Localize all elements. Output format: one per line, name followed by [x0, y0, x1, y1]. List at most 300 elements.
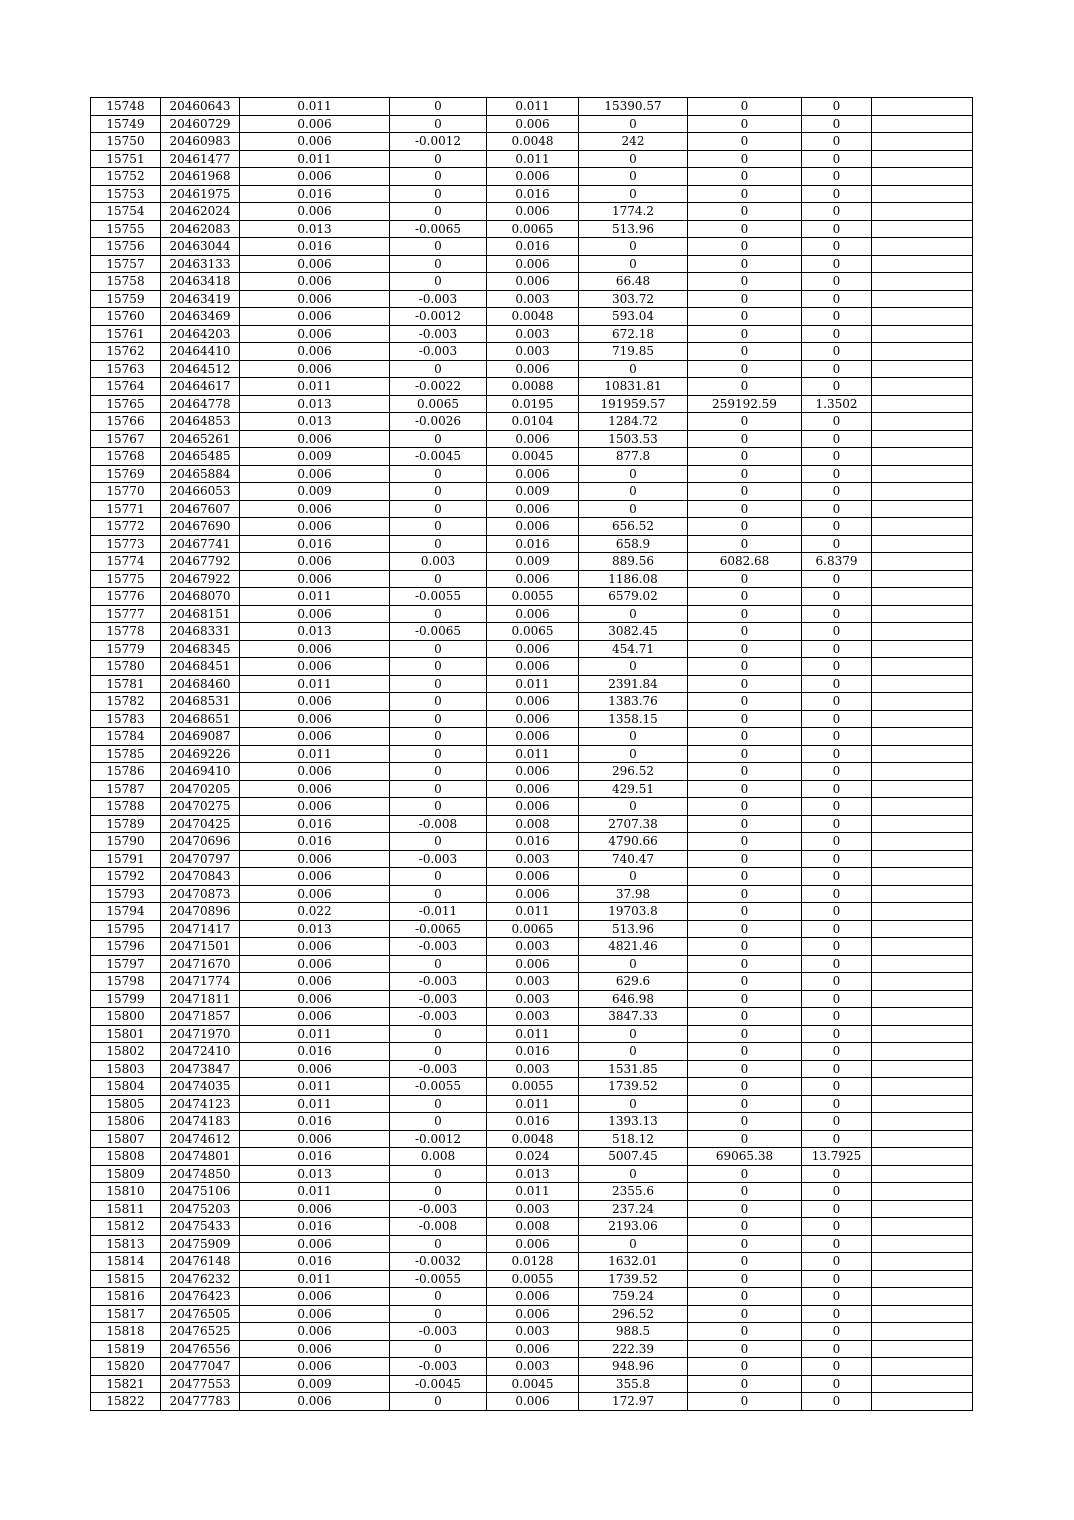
amount-cell: 1774.2	[579, 203, 688, 221]
total-cell: 0	[688, 1253, 802, 1271]
adjustment-cell: 0	[390, 570, 487, 588]
row-index-cell: 15813	[91, 1235, 161, 1253]
value-a-cell: 0.006	[240, 885, 390, 903]
amount-cell: 0	[579, 115, 688, 133]
id-cell: 20471501	[161, 938, 240, 956]
adjustment-cell: -0.0065	[390, 220, 487, 238]
total-cell: 0	[688, 185, 802, 203]
row-index-cell: 15794	[91, 903, 161, 921]
row-index-cell: 15760	[91, 308, 161, 326]
adjustment-cell: 0	[390, 885, 487, 903]
blank-cell	[872, 203, 973, 221]
value-a-cell: 0.006	[240, 430, 390, 448]
ratio-cell: 0	[802, 1218, 872, 1236]
value-b-cell: 0.003	[487, 1008, 579, 1026]
id-cell: 20475433	[161, 1218, 240, 1236]
blank-cell	[872, 378, 973, 396]
total-cell: 0	[688, 255, 802, 273]
id-cell: 20468331	[161, 623, 240, 641]
value-b-cell: 0.006	[487, 465, 579, 483]
row-index-cell: 15814	[91, 1253, 161, 1271]
id-cell: 20465485	[161, 448, 240, 466]
ratio-cell: 0	[802, 535, 872, 553]
value-a-cell: 0.016	[240, 535, 390, 553]
adjustment-cell: -0.003	[390, 1323, 487, 1341]
row-index-cell: 15763	[91, 360, 161, 378]
adjustment-cell: -0.003	[390, 850, 487, 868]
amount-cell: 0	[579, 168, 688, 186]
value-b-cell: 0.006	[487, 710, 579, 728]
total-cell: 0	[688, 465, 802, 483]
id-cell: 20471970	[161, 1025, 240, 1043]
adjustment-cell: -0.003	[390, 990, 487, 1008]
value-b-cell: 0.009	[487, 483, 579, 501]
value-b-cell: 0.0055	[487, 588, 579, 606]
adjustment-cell: 0	[390, 640, 487, 658]
ratio-cell: 0	[802, 1043, 872, 1061]
adjustment-cell: -0.003	[390, 325, 487, 343]
total-cell: 0	[688, 973, 802, 991]
adjustment-cell: -0.0045	[390, 448, 487, 466]
amount-cell: 296.52	[579, 1305, 688, 1323]
total-cell: 0	[688, 1113, 802, 1131]
value-a-cell: 0.006	[240, 1358, 390, 1376]
value-b-cell: 0.0128	[487, 1253, 579, 1271]
amount-cell: 2391.84	[579, 675, 688, 693]
value-b-cell: 0.003	[487, 1358, 579, 1376]
amount-cell: 1393.13	[579, 1113, 688, 1131]
row-index-cell: 15810	[91, 1183, 161, 1201]
value-a-cell: 0.006	[240, 780, 390, 798]
blank-cell	[872, 588, 973, 606]
row-index-cell: 15776	[91, 588, 161, 606]
table-row	[91, 203, 973, 221]
table-row	[91, 990, 973, 1008]
value-a-cell: 0.011	[240, 150, 390, 168]
blank-cell	[872, 115, 973, 133]
table-row	[91, 308, 973, 326]
ratio-cell: 0	[802, 203, 872, 221]
id-cell: 20467741	[161, 535, 240, 553]
value-b-cell: 0.006	[487, 273, 579, 291]
total-cell: 259192.59	[688, 395, 802, 413]
id-cell: 20475909	[161, 1235, 240, 1253]
value-b-cell: 0.0065	[487, 920, 579, 938]
value-a-cell: 0.006	[240, 570, 390, 588]
blank-cell	[872, 938, 973, 956]
ratio-cell: 0	[802, 1235, 872, 1253]
row-index-cell: 15780	[91, 658, 161, 676]
table-row	[91, 868, 973, 886]
total-cell: 0	[688, 238, 802, 256]
id-cell: 20464617	[161, 378, 240, 396]
row-index-cell: 15769	[91, 465, 161, 483]
row-index-cell: 15808	[91, 1148, 161, 1166]
table-row	[91, 1095, 973, 1113]
total-cell: 0	[688, 675, 802, 693]
value-b-cell: 0.006	[487, 1288, 579, 1306]
id-cell: 20463133	[161, 255, 240, 273]
value-a-cell: 0.006	[240, 290, 390, 308]
amount-cell: 513.96	[579, 220, 688, 238]
adjustment-cell: 0	[390, 868, 487, 886]
row-index-cell: 15771	[91, 500, 161, 518]
adjustment-cell: 0	[390, 955, 487, 973]
blank-cell	[872, 343, 973, 361]
value-a-cell: 0.006	[240, 518, 390, 536]
value-b-cell: 0.006	[487, 255, 579, 273]
id-cell: 20471811	[161, 990, 240, 1008]
amount-cell: 0	[579, 238, 688, 256]
value-a-cell: 0.006	[240, 1235, 390, 1253]
value-a-cell: 0.016	[240, 815, 390, 833]
value-b-cell: 0.003	[487, 1060, 579, 1078]
total-cell: 0	[688, 903, 802, 921]
id-cell: 20471774	[161, 973, 240, 991]
row-index-cell: 15816	[91, 1288, 161, 1306]
value-b-cell: 0.0045	[487, 448, 579, 466]
amount-cell: 429.51	[579, 780, 688, 798]
value-a-cell: 0.006	[240, 1288, 390, 1306]
ratio-cell: 0	[802, 1358, 872, 1376]
value-b-cell: 0.016	[487, 1113, 579, 1131]
table-row	[91, 273, 973, 291]
adjustment-cell: 0	[390, 833, 487, 851]
id-cell: 20474612	[161, 1130, 240, 1148]
blank-cell	[872, 1288, 973, 1306]
value-b-cell: 0.011	[487, 675, 579, 693]
row-index-cell: 15802	[91, 1043, 161, 1061]
ratio-cell: 0	[802, 1393, 872, 1411]
value-a-cell: 0.011	[240, 1095, 390, 1113]
total-cell: 0	[688, 1323, 802, 1341]
id-cell: 20461477	[161, 150, 240, 168]
amount-cell: 0	[579, 728, 688, 746]
table-row	[91, 745, 973, 763]
table-row	[91, 903, 973, 921]
row-index-cell: 15755	[91, 220, 161, 238]
adjustment-cell: 0	[390, 360, 487, 378]
adjustment-cell: 0	[390, 483, 487, 501]
value-a-cell: 0.011	[240, 1025, 390, 1043]
value-a-cell: 0.006	[240, 343, 390, 361]
table-row	[91, 378, 973, 396]
id-cell: 20463044	[161, 238, 240, 256]
id-cell: 20476505	[161, 1305, 240, 1323]
ratio-cell: 0	[802, 325, 872, 343]
adjustment-cell: -0.003	[390, 343, 487, 361]
table-row	[91, 325, 973, 343]
ratio-cell: 0	[802, 973, 872, 991]
adjustment-cell: 0	[390, 150, 487, 168]
row-index-cell: 15784	[91, 728, 161, 746]
adjustment-cell: 0	[390, 1288, 487, 1306]
table-row	[91, 973, 973, 991]
ratio-cell: 0	[802, 990, 872, 1008]
table-row	[91, 1218, 973, 1236]
blank-cell	[872, 1340, 973, 1358]
ratio-cell: 0	[802, 150, 872, 168]
id-cell: 20471857	[161, 1008, 240, 1026]
blank-cell	[872, 448, 973, 466]
total-cell: 0	[688, 1200, 802, 1218]
table-row	[91, 430, 973, 448]
value-b-cell: 0.016	[487, 535, 579, 553]
value-a-cell: 0.013	[240, 220, 390, 238]
value-a-cell: 0.006	[240, 1200, 390, 1218]
adjustment-cell: 0	[390, 1165, 487, 1183]
amount-cell: 0	[579, 360, 688, 378]
id-cell: 20468651	[161, 710, 240, 728]
total-cell: 0	[688, 710, 802, 728]
ratio-cell: 0	[802, 1305, 872, 1323]
blank-cell	[872, 955, 973, 973]
table-row	[91, 640, 973, 658]
value-b-cell: 0.006	[487, 885, 579, 903]
row-index-cell: 15768	[91, 448, 161, 466]
table-row	[91, 1253, 973, 1271]
amount-cell: 296.52	[579, 763, 688, 781]
id-cell: 20464512	[161, 360, 240, 378]
total-cell: 0	[688, 308, 802, 326]
id-cell: 20476525	[161, 1323, 240, 1341]
amount-cell: 719.85	[579, 343, 688, 361]
adjustment-cell: -0.0012	[390, 1130, 487, 1148]
amount-cell: 0	[579, 185, 688, 203]
blank-cell	[872, 465, 973, 483]
row-index-cell: 15774	[91, 553, 161, 571]
blank-cell	[872, 990, 973, 1008]
total-cell: 0	[688, 430, 802, 448]
adjustment-cell: 0	[390, 98, 487, 116]
adjustment-cell: 0	[390, 675, 487, 693]
amount-cell: 454.71	[579, 640, 688, 658]
table-row	[91, 483, 973, 501]
value-a-cell: 0.009	[240, 483, 390, 501]
amount-cell: 66.48	[579, 273, 688, 291]
row-index-cell: 15773	[91, 535, 161, 553]
table-row	[91, 448, 973, 466]
amount-cell: 877.8	[579, 448, 688, 466]
row-index-cell: 15752	[91, 168, 161, 186]
ratio-cell: 0	[802, 728, 872, 746]
value-b-cell: 0.003	[487, 343, 579, 361]
table-row	[91, 413, 973, 431]
value-a-cell: 0.006	[240, 325, 390, 343]
row-index-cell: 15793	[91, 885, 161, 903]
ratio-cell: 0	[802, 605, 872, 623]
table-row	[91, 290, 973, 308]
blank-cell	[872, 98, 973, 116]
value-b-cell: 0.0065	[487, 623, 579, 641]
value-a-cell: 0.013	[240, 395, 390, 413]
ratio-cell: 0	[802, 833, 872, 851]
blank-cell	[872, 868, 973, 886]
total-cell: 0	[688, 780, 802, 798]
id-cell: 20475106	[161, 1183, 240, 1201]
amount-cell: 646.98	[579, 990, 688, 1008]
value-b-cell: 0.008	[487, 1218, 579, 1236]
table-row	[91, 255, 973, 273]
id-cell: 20461968	[161, 168, 240, 186]
blank-cell	[872, 220, 973, 238]
blank-cell	[872, 1025, 973, 1043]
ratio-cell: 0	[802, 1025, 872, 1043]
id-cell: 20470205	[161, 780, 240, 798]
value-a-cell: 0.006	[240, 203, 390, 221]
adjustment-cell: 0	[390, 693, 487, 711]
id-cell: 20474850	[161, 1165, 240, 1183]
ratio-cell: 0	[802, 465, 872, 483]
blank-cell	[872, 1043, 973, 1061]
value-b-cell: 0.008	[487, 815, 579, 833]
value-b-cell: 0.009	[487, 553, 579, 571]
adjustment-cell: 0	[390, 1393, 487, 1411]
blank-cell	[872, 1060, 973, 1078]
blank-cell	[872, 325, 973, 343]
adjustment-cell: -0.008	[390, 1218, 487, 1236]
adjustment-cell: 0	[390, 255, 487, 273]
ratio-cell: 0	[802, 815, 872, 833]
blank-cell	[872, 973, 973, 991]
value-a-cell: 0.006	[240, 465, 390, 483]
blank-cell	[872, 238, 973, 256]
table-row	[91, 675, 973, 693]
row-index-cell: 15766	[91, 413, 161, 431]
total-cell: 0	[688, 290, 802, 308]
ratio-cell: 0	[802, 1253, 872, 1271]
blank-cell	[872, 500, 973, 518]
amount-cell: 0	[579, 483, 688, 501]
blank-cell	[872, 798, 973, 816]
ratio-cell: 0	[802, 763, 872, 781]
ratio-cell: 0	[802, 343, 872, 361]
value-b-cell: 0.006	[487, 728, 579, 746]
total-cell: 0	[688, 1270, 802, 1288]
total-cell: 0	[688, 1165, 802, 1183]
blank-cell	[872, 553, 973, 571]
table-row	[91, 1078, 973, 1096]
adjustment-cell: -0.003	[390, 1060, 487, 1078]
value-b-cell: 0.006	[487, 693, 579, 711]
id-cell: 20462083	[161, 220, 240, 238]
row-index-cell: 15822	[91, 1393, 161, 1411]
value-b-cell: 0.003	[487, 1200, 579, 1218]
table-row	[91, 780, 973, 798]
total-cell: 0	[688, 588, 802, 606]
amount-cell: 3847.33	[579, 1008, 688, 1026]
row-index-cell: 15785	[91, 745, 161, 763]
table-row	[91, 815, 973, 833]
value-a-cell: 0.011	[240, 98, 390, 116]
ratio-cell: 0	[802, 500, 872, 518]
value-a-cell: 0.013	[240, 920, 390, 938]
total-cell: 0	[688, 1078, 802, 1096]
ratio-cell: 0	[802, 115, 872, 133]
ratio-cell: 0	[802, 238, 872, 256]
amount-cell: 2707.38	[579, 815, 688, 833]
value-b-cell: 0.006	[487, 115, 579, 133]
adjustment-cell: 0	[390, 238, 487, 256]
value-a-cell: 0.011	[240, 1183, 390, 1201]
ratio-cell: 0	[802, 1323, 872, 1341]
adjustment-cell: -0.003	[390, 973, 487, 991]
table-row	[91, 115, 973, 133]
blank-cell	[872, 1078, 973, 1096]
adjustment-cell: -0.0055	[390, 588, 487, 606]
blank-cell	[872, 920, 973, 938]
blank-cell	[872, 1323, 973, 1341]
amount-cell: 672.18	[579, 325, 688, 343]
amount-cell: 0	[579, 1095, 688, 1113]
table-row	[91, 1200, 973, 1218]
value-b-cell: 0.011	[487, 1183, 579, 1201]
value-b-cell: 0.0048	[487, 308, 579, 326]
blank-cell	[872, 903, 973, 921]
id-cell: 20467607	[161, 500, 240, 518]
data-table	[90, 97, 973, 1411]
ratio-cell: 0	[802, 1113, 872, 1131]
ratio-cell: 0	[802, 780, 872, 798]
row-index-cell: 15790	[91, 833, 161, 851]
amount-cell: 1739.52	[579, 1270, 688, 1288]
blank-cell	[872, 430, 973, 448]
row-index-cell: 15767	[91, 430, 161, 448]
total-cell: 0	[688, 920, 802, 938]
row-index-cell: 15778	[91, 623, 161, 641]
value-a-cell: 0.011	[240, 378, 390, 396]
row-index-cell: 15789	[91, 815, 161, 833]
total-cell: 0	[688, 745, 802, 763]
total-cell: 0	[688, 98, 802, 116]
id-cell: 20466053	[161, 483, 240, 501]
blank-cell	[872, 640, 973, 658]
blank-cell	[872, 168, 973, 186]
id-cell: 20471670	[161, 955, 240, 973]
table-row	[91, 395, 973, 413]
adjustment-cell: 0	[390, 763, 487, 781]
row-index-cell: 15749	[91, 115, 161, 133]
total-cell: 69065.38	[688, 1148, 802, 1166]
value-a-cell: 0.013	[240, 623, 390, 641]
id-cell: 20470843	[161, 868, 240, 886]
value-b-cell: 0.0048	[487, 1130, 579, 1148]
value-a-cell: 0.009	[240, 1375, 390, 1393]
table-row	[91, 623, 973, 641]
row-index-cell: 15804	[91, 1078, 161, 1096]
ratio-cell: 0	[802, 868, 872, 886]
id-cell: 20476556	[161, 1340, 240, 1358]
row-index-cell: 15809	[91, 1165, 161, 1183]
value-b-cell: 0.006	[487, 203, 579, 221]
table-row	[91, 1183, 973, 1201]
total-cell: 0	[688, 203, 802, 221]
adjustment-cell: 0	[390, 430, 487, 448]
table-row	[91, 588, 973, 606]
ratio-cell: 0	[802, 903, 872, 921]
value-a-cell: 0.011	[240, 1078, 390, 1096]
ratio-cell: 0	[802, 955, 872, 973]
ratio-cell: 0	[802, 1078, 872, 1096]
blank-cell	[872, 1130, 973, 1148]
value-b-cell: 0.016	[487, 185, 579, 203]
value-a-cell: 0.016	[240, 1218, 390, 1236]
id-cell: 20477553	[161, 1375, 240, 1393]
adjustment-cell: 0	[390, 1340, 487, 1358]
ratio-cell: 0	[802, 413, 872, 431]
row-index-cell: 15772	[91, 518, 161, 536]
adjustment-cell: 0.008	[390, 1148, 487, 1166]
